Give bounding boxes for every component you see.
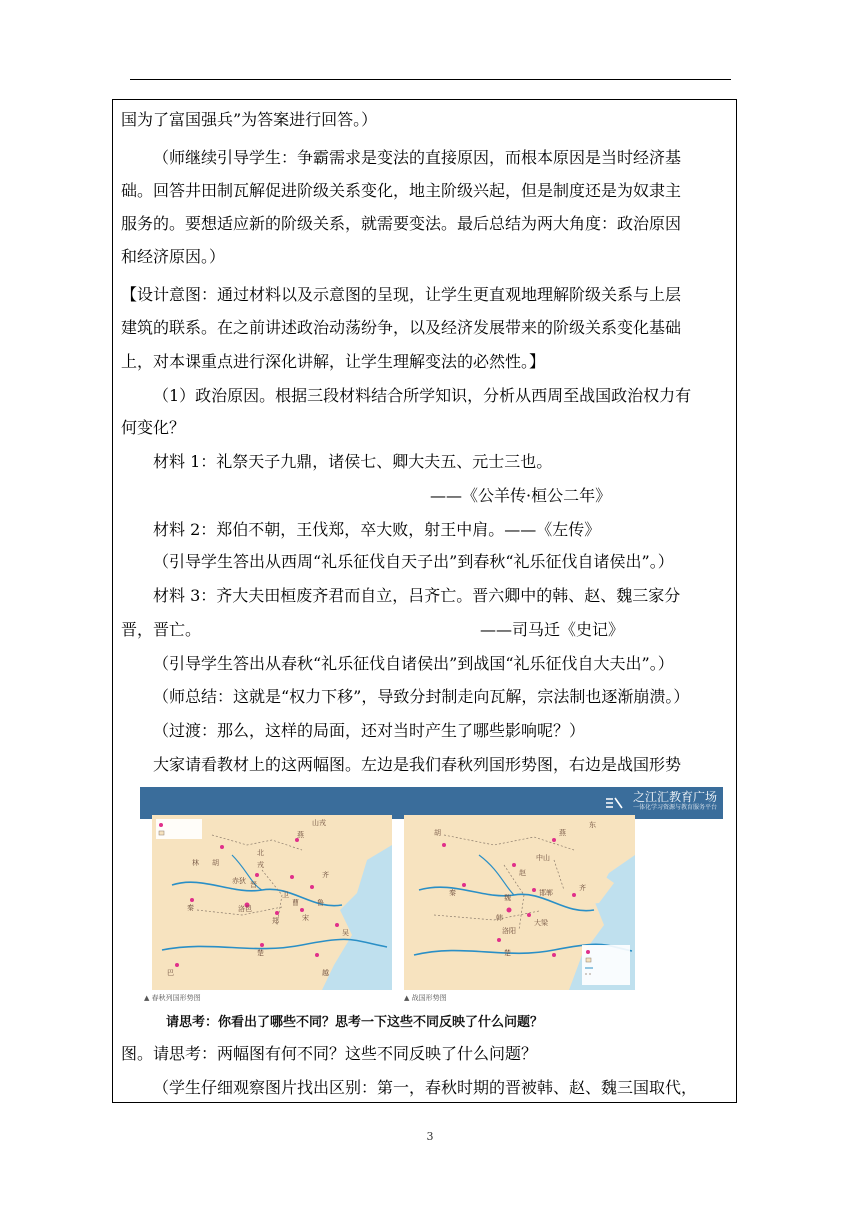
map-label: 韩 — [496, 914, 503, 922]
text-line: （过渡：那么，这样的局面，还对当时产生了哪些影响呢？） — [153, 721, 586, 740]
map-label: 林 — [192, 859, 199, 867]
map-label: 燕 — [559, 829, 566, 837]
warring-states-map — [404, 815, 635, 990]
text-line: （学生仔细观察图片找出区别：第一，春秋时期的晋被韩、赵、魏三国取代， — [153, 1078, 698, 1097]
brand-subtitle: 一体化学习资源与教育服务平台 — [632, 804, 717, 811]
text-line: 国为了富国强兵”为答案进行回答。） — [121, 110, 378, 129]
material-2: 材料 2：郑伯不朝，王伐郑，卒大败，射王中肩。——《左传》 — [153, 520, 601, 539]
map-label: 洛邑 — [238, 905, 252, 913]
design-intent-line: 【设计意图：通过材料以及示意图的呈现，让学生更直观地理解阶级关系与上层 — [121, 285, 682, 304]
text-line: （引导学生答出从西周“礼乐征伐自天子出”到春秋“礼乐征伐自诸侯出”。） — [153, 552, 674, 571]
figure-question: 请思考：你看出了哪些不同？思考一下这些不同反映了什么问题？ — [166, 1015, 544, 1030]
map-label: 吴 — [342, 929, 349, 937]
map-label: 卫 — [282, 891, 289, 899]
map-label: 赵 — [519, 869, 526, 877]
map-label: 秦 — [449, 889, 456, 897]
left-map-caption: ▲ 春秋列国形势图 — [144, 994, 201, 1002]
map-label: 中山 — [536, 854, 550, 862]
map-label: 魏 — [504, 894, 511, 902]
citation: ——司马迁《史记》 — [480, 620, 625, 639]
map-label: 巴 — [167, 969, 174, 977]
text-line: 大家请看教材上的这两幅图。左边是我们春秋列国形势图，右边是战国形势 — [153, 755, 682, 774]
spring-autumn-map — [152, 815, 392, 990]
map-label: 山戎 — [312, 819, 326, 827]
map-label: 楚 — [504, 949, 511, 957]
map-label: 大梁 — [534, 919, 548, 927]
citation: ——《公羊传·桓公二年》 — [430, 486, 612, 505]
map-label: 胡 — [212, 859, 219, 867]
map-label: 胡 — [434, 829, 441, 837]
textbook-figure — [140, 787, 723, 1033]
text-line: 晋，晋亡。 — [121, 620, 202, 639]
material-1: 材料 1：礼祭天子九鼎，诸侯七、卿大夫五、元士三也。 — [153, 452, 553, 471]
page-number: 3 — [426, 1130, 434, 1143]
map-label: 郑 — [272, 917, 279, 925]
brand-text — [633, 790, 717, 812]
map-label: 楚 — [257, 949, 264, 957]
text-line: 图。请思考：两幅图有何不同？这些不同反映了什么问题？ — [121, 1044, 538, 1063]
text-line: 服务的。要想适应新的阶级关系，就需要变法。最后总结为两大角度：政治原因 — [121, 214, 682, 233]
map-label: 齐 — [579, 884, 586, 892]
map-label: 戎 — [257, 861, 264, 869]
text-line: （1）政治原因。根据三段材料结合所学知识，分析从西周至战国政治权力有 — [153, 386, 692, 405]
map-label: 越 — [322, 969, 329, 977]
map-label: 曹 — [292, 899, 299, 907]
map-label: 齐 — [322, 871, 329, 879]
material-3: 材料 3：齐大夫田桓废齐君而自立，吕齐亡。晋六卿中的韩、赵、魏三家分 — [153, 586, 681, 605]
map-label: 赤狄 — [232, 877, 246, 885]
map-label: 宋 — [302, 914, 309, 922]
text-line: 础。回答井田制瓦解促进阶级关系变化，地主阶级兴起，但是制度还是为奴隶主 — [121, 181, 682, 200]
map-label: 邯郸 — [539, 889, 553, 897]
brand-logo-icon — [605, 796, 623, 810]
map-label: 北 — [257, 849, 264, 857]
map-label: 鲁 — [317, 899, 324, 907]
right-map-caption: ▲ 战国形势图 — [404, 994, 447, 1002]
design-intent-line: 上，对本课重点进行深化讲解，让学生理解变法的必然性。】 — [121, 352, 546, 371]
text-line: 何变化？ — [121, 418, 186, 437]
map-label: 燕 — [297, 831, 304, 839]
text-line: （师继续引导学生：争霸需求是变法的直接原因，而根本原因是当时经济基 — [153, 148, 682, 167]
text-line: 和经济原因。） — [121, 247, 226, 266]
map-label: 洛阳 — [502, 927, 516, 935]
text-line: （引导学生答出从春秋“礼乐征伐自诸侯出”到战国“礼乐征伐自大夫出”。） — [153, 654, 674, 673]
map-label: 秦 — [187, 904, 194, 912]
header-rule — [130, 79, 731, 80]
map-label: 晋 — [250, 881, 257, 889]
text-line: （师总结：这就是“权力下移”，导致分封制走向瓦解，宗法制也逐渐崩溃。） — [153, 687, 690, 706]
map-label: 东 — [589, 821, 596, 829]
design-intent-line: 建筑的联系。在之前讲述政治动荡纷争，以及经济发展带来的阶级关系变化基础 — [121, 318, 682, 337]
brand-name: 之江汇教育广场 — [632, 790, 717, 804]
